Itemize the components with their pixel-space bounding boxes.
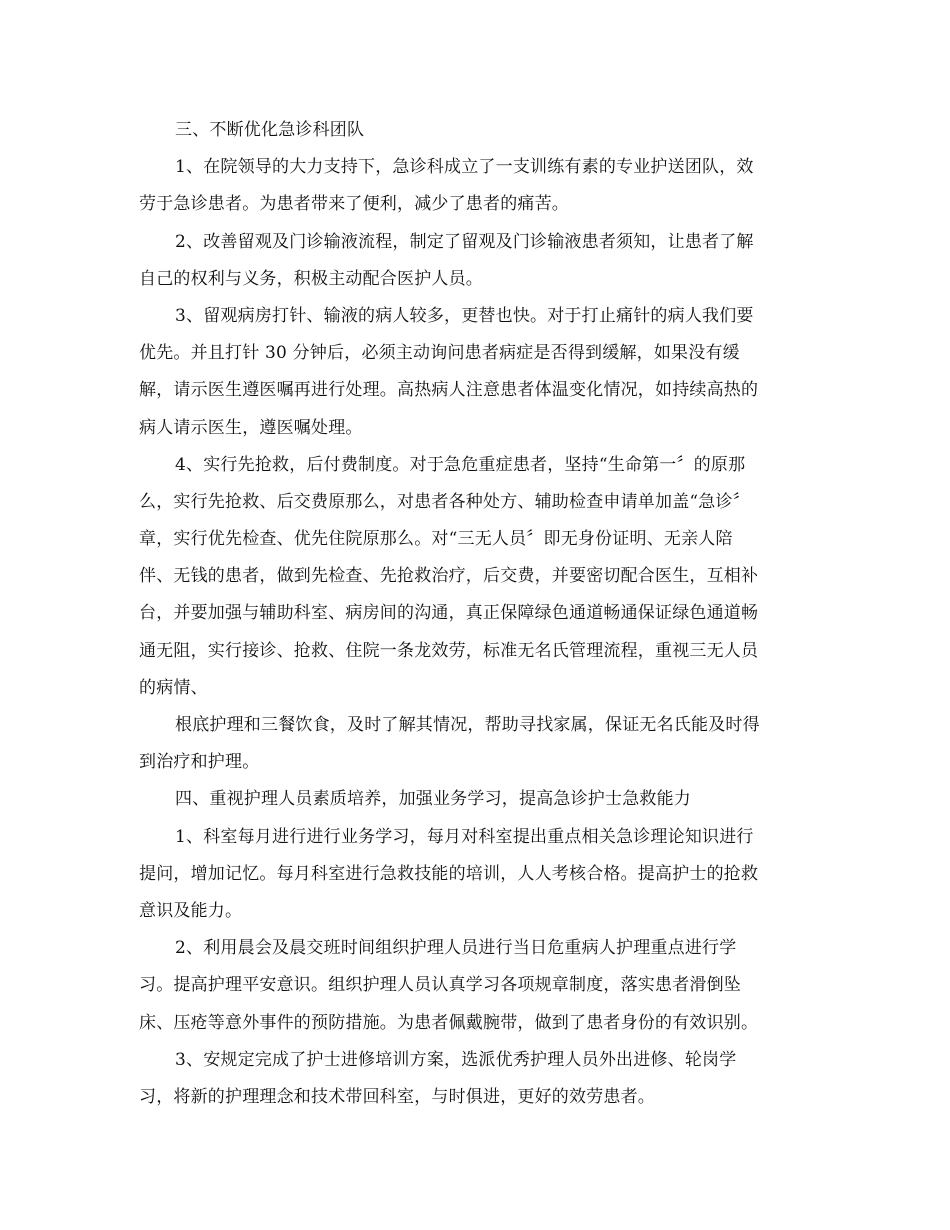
paragraph-line: 提问，增加记忆。每月科室进行急救技能的培训，人人考核合格。提高护士的抢救 (139, 863, 759, 884)
paragraph-first-line: 1、科室每月进行进行业务学习，每月对科室提出重点相关急诊理论知识进行 (175, 826, 754, 847)
paragraph-line: 到治疗和护理。 (139, 752, 260, 773)
paragraph-line: 么，实行先抢救、后交费原那么，对患者各种处方、辅助检查申请单加盖“急诊〞 (139, 491, 750, 512)
paragraph-first-line: 2、改善留观及门诊输液流程，制定了留观及门诊输液患者须知，让患者了解 (175, 231, 754, 252)
paragraph-first-line: 4、实行先抢救，后付费制度。对于急危重症患者，坚持“生命第一〞的原那 (175, 454, 746, 475)
paragraph-line: 意识及能力。 (139, 900, 243, 921)
paragraph-line: 劳于急诊患者。为患者带来了便利，减少了患者的痛苦。 (139, 194, 569, 215)
paragraph-line: 的病情、 (139, 677, 208, 698)
paragraph-first-line: 3、安规定完成了护士进修培训方案，选派优秀护理人员外出进修、轮岗学 (175, 1049, 737, 1070)
paragraph-line: 床、压疮等意外事件的预防措施。为患者佩戴腕带，做到了患者身份的有效识别。 (139, 1012, 759, 1033)
paragraph-line: 自己的权利与义务，积极主动配合医护人员。 (139, 268, 483, 289)
paragraph-first-line: 2、利用晨会及晨交班时间组织护理人员进行当日危重病人护理重点进行学 (175, 938, 737, 959)
paragraph-line: 习，将新的护理理念和技术带回科室，与时俱进，更好的效劳患者。 (139, 1086, 655, 1107)
paragraph-line: 台，并要加强与辅助科室、病房间的沟通，真正保障绿色通道畅通保证绿色通道畅 (139, 603, 759, 624)
paragraph-first-line: 三、不断优化急诊科团队 (175, 120, 365, 140)
paragraph-first-line: 1、在院领导的大力支持下，急诊科成立了一支训练有素的专业护送团队，效 (175, 157, 754, 178)
paragraph-first-line: 3、留观病房打针、输液的病人较多，更替也快。对于打止痛针的病人我们要 (175, 305, 754, 326)
document-body (139, 112, 819, 1116)
paragraph-line: 优先。并且打针 30 分钟后，必须主动询问患者病症是否得到缓解，如果没有缓 (139, 343, 740, 364)
paragraph-first-line: 四、重视护理人员素质培养，加强业务学习，提高急诊护士急救能力 (175, 789, 691, 810)
paragraph-first-line: 根底护理和三餐饮食，及时了解其情况，帮助寻找家属，保证无名氏能及时得 (175, 715, 760, 735)
paragraph-line: 病人请示医生，遵医嘱处理。 (139, 417, 363, 438)
paragraph-line: 解，请示医生遵医嘱再进行处理。高热病人注意患者体温变化情况，如持续高热的 (139, 380, 759, 401)
paragraph-line: 伴、无钱的患者，做到先检查、先抢救治疗，后交费，并要密切配合医生，互相补 (139, 566, 759, 587)
paragraph-line: 通无阻，实行接诊、抢救、住院一条龙效劳，标准无名氏管理流程，重视三无人员 (139, 640, 759, 661)
paragraph-line: 章，实行优先检查、优先住院原那么。对“三无人员〞即无身份证明、无亲人陪 (139, 529, 733, 550)
paragraph-line: 习。提高护理平安意识。组织护理人员认真学习各项规章制度，落实患者滑倒坠 (139, 975, 741, 996)
